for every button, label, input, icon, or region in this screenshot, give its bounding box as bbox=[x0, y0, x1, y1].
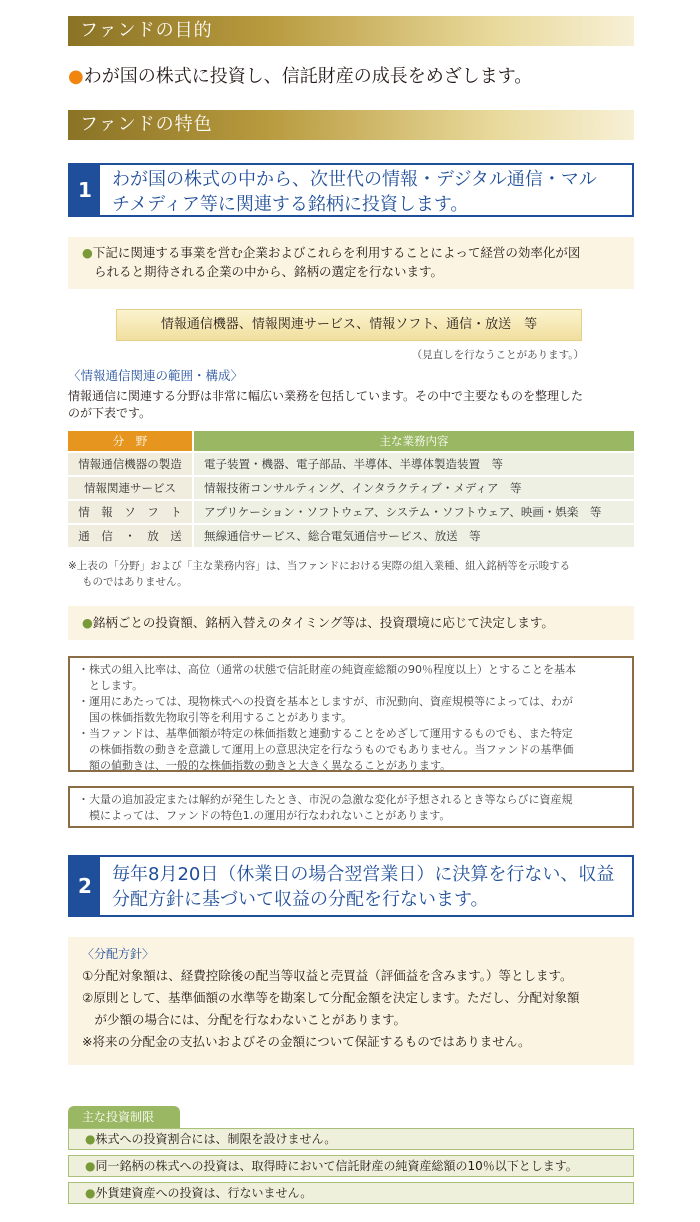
table-row: 情 報 ソ フ ト アプリケーション・ソフトウェア、システム・ソフトウェア、映画・娯楽 等 bbox=[68, 500, 634, 524]
scope-table bbox=[68, 431, 634, 547]
table-header-row bbox=[68, 431, 634, 452]
feature1-note: ●下記に関連する事業を営む企業およびこれらを利用することによって経営の効率化が図 られると期待される企業の中から、銘柄の選定を行ないます。 bbox=[68, 237, 634, 289]
bullet-icon: ● bbox=[85, 1132, 96, 1146]
timing-note: ●銘柄ごとの投資額、銘柄入替えのタイミング等は、投資環境に応じて決定します。 bbox=[68, 606, 634, 640]
feature2-title: 毎年8月20日（休業日の場合翌営業日）に決算を行ない、収益 分配方針に基づいて収益の分配を行ないます。 bbox=[112, 864, 615, 910]
fields-banner: 情報通信機器、情報関連サービス、情報ソフト、通信・放送 等 bbox=[116, 309, 582, 341]
feature1-number: 1 bbox=[70, 165, 100, 215]
purpose-text: ●わが国の株式に投資し、信託財産の成長をめざします。 bbox=[68, 66, 533, 87]
table-note: ※上表の「分野」および「主な業務内容」は、当ファンドにおける実際の組入業種、組入銘柄等を示唆する ものではありません。 bbox=[68, 560, 571, 588]
features-header: ファンドの特色 bbox=[68, 110, 634, 140]
limit-item: ●同一銘柄の株式への投資は、取得時において信託財産の純資産総額の10％以下とします。 bbox=[68, 1155, 634, 1177]
fields-note: （見直しを行なうことがあります。） bbox=[411, 349, 584, 361]
feature1-title: わが国の株式の中から、次世代の情報・デジタル通信・マル チメディア等に関連する銘柄に投資します。 bbox=[112, 169, 597, 215]
table-row: 通 信 ・ 放 送 無線通信サービス、総合電気通信サービス、放送 等 bbox=[68, 524, 634, 547]
bullet-icon: ● bbox=[82, 615, 93, 630]
bullet-icon: ● bbox=[85, 1159, 96, 1173]
bullet-icon: ● bbox=[85, 1186, 96, 1200]
purpose-header: ファンドの目的 bbox=[68, 16, 634, 46]
scope-text: 情報通信に関連する分野は非常に幅広い業務を包括しています。その中で主要なものを整理した のが下表です。 bbox=[68, 389, 584, 420]
table-header-business: 主な業務内容 bbox=[193, 431, 634, 452]
table-row: 情報関連サービス 情報技術コンサルティング、インタラクティブ・メディア 等 bbox=[68, 476, 634, 500]
bullet-icon: ● bbox=[68, 66, 84, 87]
policy-box: ・株式の組入比率は、高位（通常の状態で信託財産の純資産総額の90％程度以上）とすることを基本 とします。 ・運用にあたっては、現物株式への投資を基本としますが、市況動向、資産規模等によっては、わが 国の株価指数先物取引等を利用することがあります。 ・当ファンドは、基準価額が特定の株価指数と連動することをめざして運用するものでも、また特定 の株価指数の動きを意識して運用上の意思決定を行なうものでもありません。当ファンドの基準価 額の値動きは、一般的な株価指数の動きと大きく異なることがあります。 bbox=[68, 656, 634, 772]
scope-title: 〈情報通信関連の範囲・構成〉 bbox=[68, 368, 244, 383]
limit-item: ●外貨建資産への投資は、行ないません。 bbox=[68, 1182, 634, 1204]
feature1-box bbox=[68, 163, 634, 217]
table-header-field: 分 野 bbox=[68, 431, 193, 452]
limits-tab: 主な投資制限 bbox=[68, 1106, 180, 1128]
limit-item: ●株式への投資割合には、制限を設けません。 bbox=[68, 1128, 634, 1150]
bullet-icon: ● bbox=[82, 245, 93, 260]
table-row: 情報通信機器の製造 電子装置・機器、電子部品、半導体、半導体製造装置 等 bbox=[68, 452, 634, 476]
caution-box: ・大量の追加設定または解約が発生したとき、市況の急激な変化が予想されるとき等ならびに資産規 模によっては、ファンドの特色1.の運用が行なわれないことがあります。 bbox=[68, 786, 634, 828]
feature2-box bbox=[68, 855, 634, 917]
distribution-policy: 〈分配方針〉 ①分配対象額は、経費控除後の配当等収益と売買益（評価益を含みます。）等とします。 ②原則として、基準価額の水準等を勘案して分配金額を決定します。ただし、分配対象額 が少額の場合には、分配を行なわないことがあります。 ※将来の分配金の支払いおよびその金額について保証するものではありません。 bbox=[68, 937, 634, 1065]
feature2-number: 2 bbox=[70, 857, 100, 915]
